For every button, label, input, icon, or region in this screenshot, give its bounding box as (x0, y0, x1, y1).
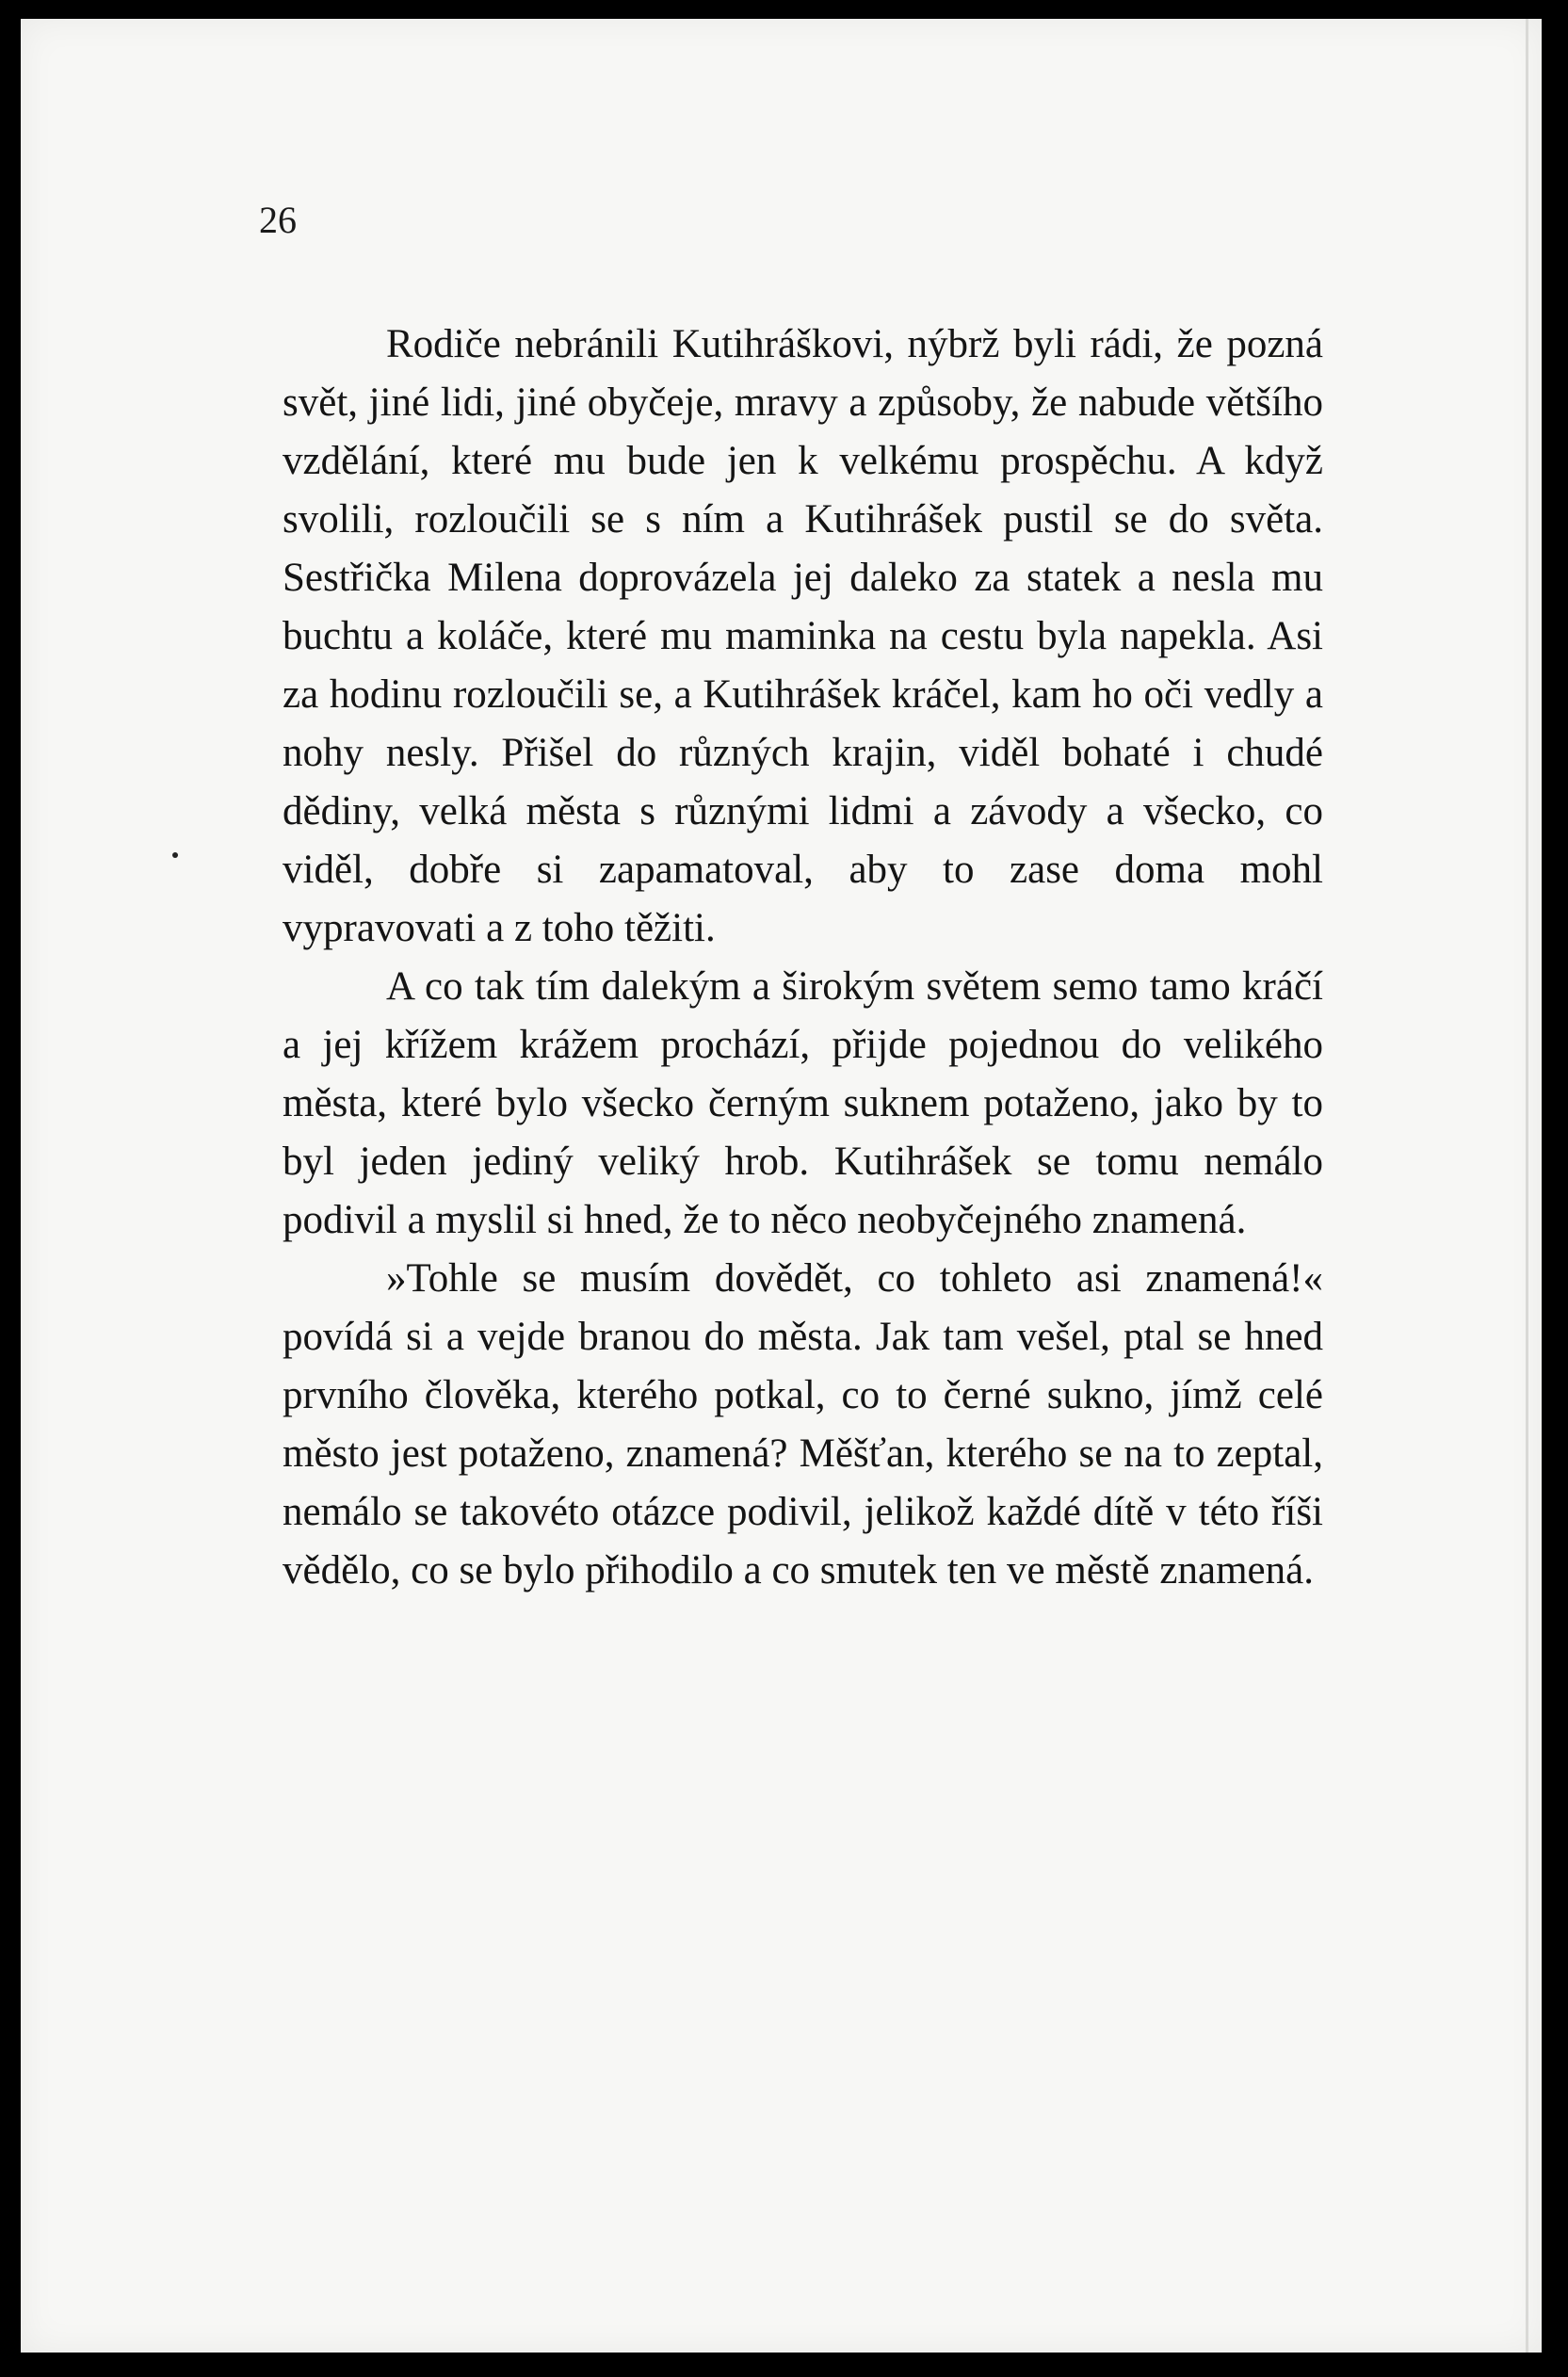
page-edge-shadow (1526, 19, 1528, 2353)
ink-speck (172, 852, 178, 858)
page-number: 26 (259, 199, 297, 241)
body-text (283, 315, 1323, 1600)
paragraph-1: Rodiče nebránili Kutihráškovi, nýbrž byli rádi, že pozná svět, jiné lidi, jiné obyčeje, mravy a způsoby, že nabude většího vzdělání, které mu bude jen k velkému prospěchu. A když svolili, rozloučili se s ním a Kutihrášek pustil se do světa. Sestřička Milena doprovázela jej daleko za statek a nesla mu buchtu a koláče, které mu maminka na cestu byla napekla. Asi za hodinu rozloučili se, a Kutihrášek kráčel, kam ho oči vedly a nohy nesly. Přišel do různých krajin, viděl bohaté i chudé dědiny, velká města s různými lidmi a závody a všecko, co viděl, dobře si zapamatoval, aby to zase doma mohl vypravovati a z toho těžiti. (283, 322, 1323, 950)
paragraph-2: A co tak tím dalekým a širokým světem semo tamo kráčí a jej křížem krážem prochází, přijde pojednou do velikého města, které bylo všecko černým suknem potaženo, jako by to byl jeden jediný veliký hrob. Kutihrášek se tomu nemálo podivil a myslil si hned, že to něco neobyčejného znamená. (283, 964, 1323, 1242)
paragraph-3: »Tohle se musím dovědět, co tohleto asi znamená!« povídá si a vejde branou do města. Jak tam vešel, ptal se hned prvního člověka, kterého potkal, co to černé sukno, jímž celé město jest potaženo, znamená? Měšťan, kterého se na to zeptal, nemálo se takovéto otázce podivil, jelikož každé dítě v této říši vědělo, co se bylo přihodilo a co smutek ten ve městě znamená. (283, 1256, 1323, 1593)
